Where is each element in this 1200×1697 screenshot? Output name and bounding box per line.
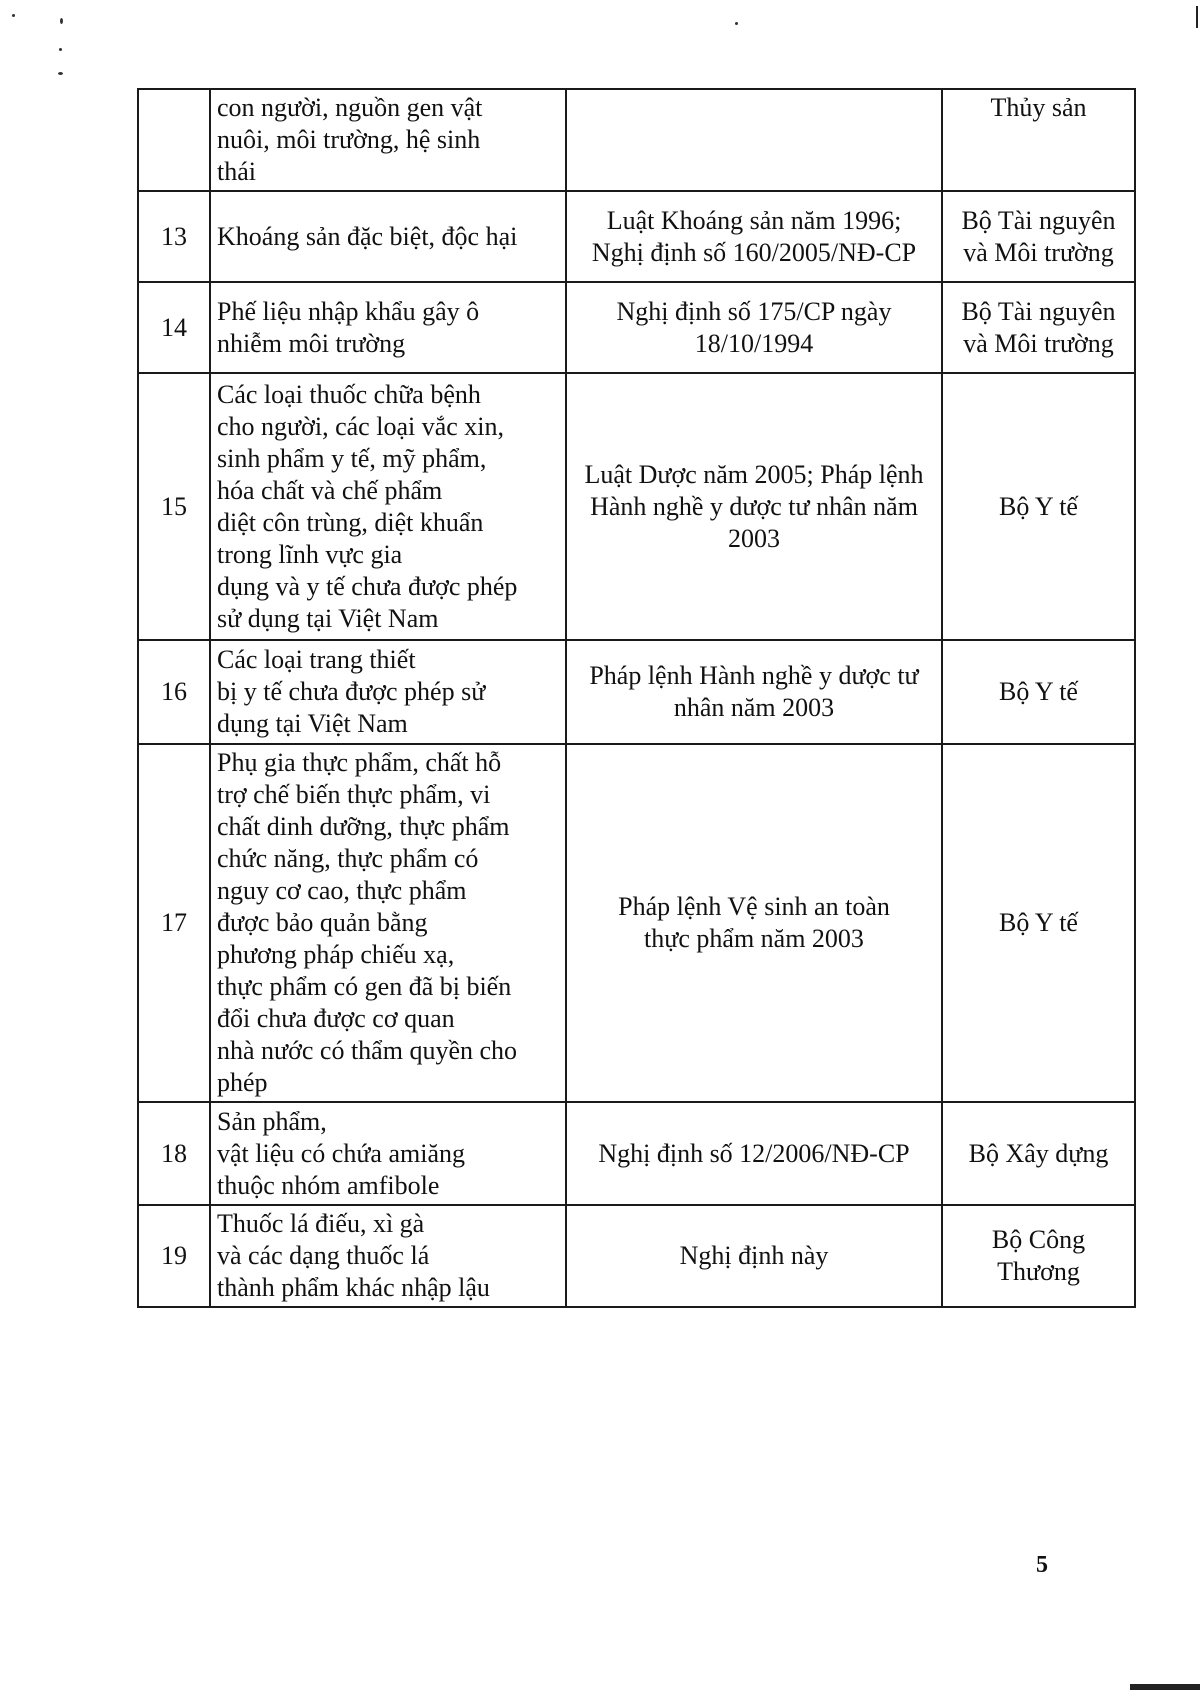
scan-edge-mark (1130, 1684, 1200, 1690)
managing-agency (942, 191, 1135, 282)
legal-basis-text: Pháp lệnh Hành nghề y dược tư nhân năm 2003 (589, 661, 919, 722)
scan-speck (59, 48, 62, 51)
goods-item (210, 89, 566, 191)
legal-basis (566, 373, 942, 640)
table-row (138, 282, 1135, 373)
table-row (138, 640, 1135, 744)
goods-item (210, 1102, 566, 1205)
legal-basis (566, 640, 942, 744)
managing-agency-text: Thủy sản (990, 93, 1087, 122)
row-number (138, 89, 210, 191)
managing-agency-text: Bộ Y tế (999, 491, 1078, 521)
managing-agency (942, 1102, 1135, 1205)
legal-basis (566, 1205, 942, 1307)
managing-agency (942, 744, 1135, 1102)
goods-item (210, 1205, 566, 1307)
goods-item (210, 373, 566, 640)
legal-basis-text: Pháp lệnh Vệ sinh an toàn thực phẩm năm 2003 (618, 892, 890, 953)
goods-item-text: Các loại trang thiết bị y tế chưa được phép sử dụng tại Việt Nam (217, 645, 486, 738)
goods-item-text: con người, nguồn gen vật nuôi, môi trường, hệ sinh thái (217, 93, 483, 186)
row-number: 16 (138, 640, 210, 744)
goods-item (210, 744, 566, 1102)
goods-item (210, 282, 566, 373)
row-number: 15 (138, 373, 210, 640)
legal-basis-text: Nghị định số 12/2006/NĐ-CP (598, 1138, 910, 1168)
legal-basis-text: Luật Dược năm 2005; Pháp lệnh Hành nghề y dược tư nhân năm 2003 (584, 459, 924, 553)
managing-agency (942, 373, 1135, 640)
row-number: 13 (138, 191, 210, 282)
table-row (138, 1205, 1135, 1307)
regulation-table (137, 88, 1136, 1308)
goods-item (210, 640, 566, 744)
legal-basis (566, 1102, 942, 1205)
row-number: 14 (138, 282, 210, 373)
managing-agency-text: Bộ Xây dựng (968, 1138, 1109, 1168)
scan-speck (735, 22, 738, 25)
managing-agency-text: Bộ Công Thương (991, 1225, 1086, 1286)
legal-basis-text: Nghị định này (679, 1241, 829, 1270)
goods-item-text: Phế liệu nhập khẩu gây ô nhiễm môi trường (217, 296, 480, 358)
goods-item-text: Phụ gia thực phẩm, chất hỗ trợ chế biến thực phẩm, vi chất dinh dưỡng, thực phẩm chức năng, thực phẩm có nguy cơ cao, thực phẩm được bảo quản bằng phương pháp chiếu xạ, thực phẩm có gen đã bị biến đổi chưa được cơ quan nhà nước có thẩm quyền cho phép (217, 748, 518, 1097)
goods-item-text: Khoáng sản đặc biệt, độc hại (217, 221, 518, 251)
row-number: 17 (138, 744, 210, 1102)
managing-agency-text: Bộ Tài nguyên và Môi trường (961, 205, 1116, 267)
page-number: 5 (1036, 1552, 1048, 1578)
scan-edge-mark (1196, 6, 1198, 28)
goods-item-text: Các loại thuốc chữa bệnh cho người, các loại vắc xin, sinh phẩm y tế, mỹ phẩm, hóa chất và chế phẩm diệt côn trùng, diệt khuẩn trong lĩnh vực gia dụng và y tế chưa được phép sử dụng tại Việt Nam (217, 379, 518, 633)
legal-basis-text: Nghị định số 175/CP ngày 18/10/1994 (616, 296, 892, 358)
managing-agency (942, 1205, 1135, 1307)
managing-agency-text: Bộ Y tế (999, 677, 1078, 706)
table-row (138, 191, 1135, 282)
managing-agency (942, 640, 1135, 744)
scan-speck (58, 72, 63, 75)
legal-basis-text: Luật Khoáng sản năm 1996; Nghị định số 160/2005/NĐ-CP (591, 205, 917, 267)
goods-item-text: Sản phẩm, vật liệu có chứa amiăng thuộc nhóm amfibole (217, 1106, 465, 1200)
table-row (138, 89, 1135, 191)
legal-basis (566, 744, 942, 1102)
goods-item-text: Thuốc lá điếu, xì gà và các dạng thuốc lá thành phẩm khác nhập lậu (217, 1209, 490, 1302)
row-number: 18 (138, 1102, 210, 1205)
scan-speck (60, 18, 63, 24)
table-row (138, 373, 1135, 640)
managing-agency (942, 282, 1135, 373)
legal-basis (566, 89, 942, 191)
goods-item (210, 191, 566, 282)
managing-agency-text: Bộ Y tế (999, 908, 1078, 937)
managing-agency-text: Bộ Tài nguyên và Môi trường (961, 296, 1116, 358)
legal-basis (566, 191, 942, 282)
legal-basis (566, 282, 942, 373)
table-row (138, 744, 1135, 1102)
scan-speck (12, 14, 15, 17)
row-number: 19 (138, 1205, 210, 1307)
table-row (138, 1102, 1135, 1205)
managing-agency (942, 89, 1135, 191)
